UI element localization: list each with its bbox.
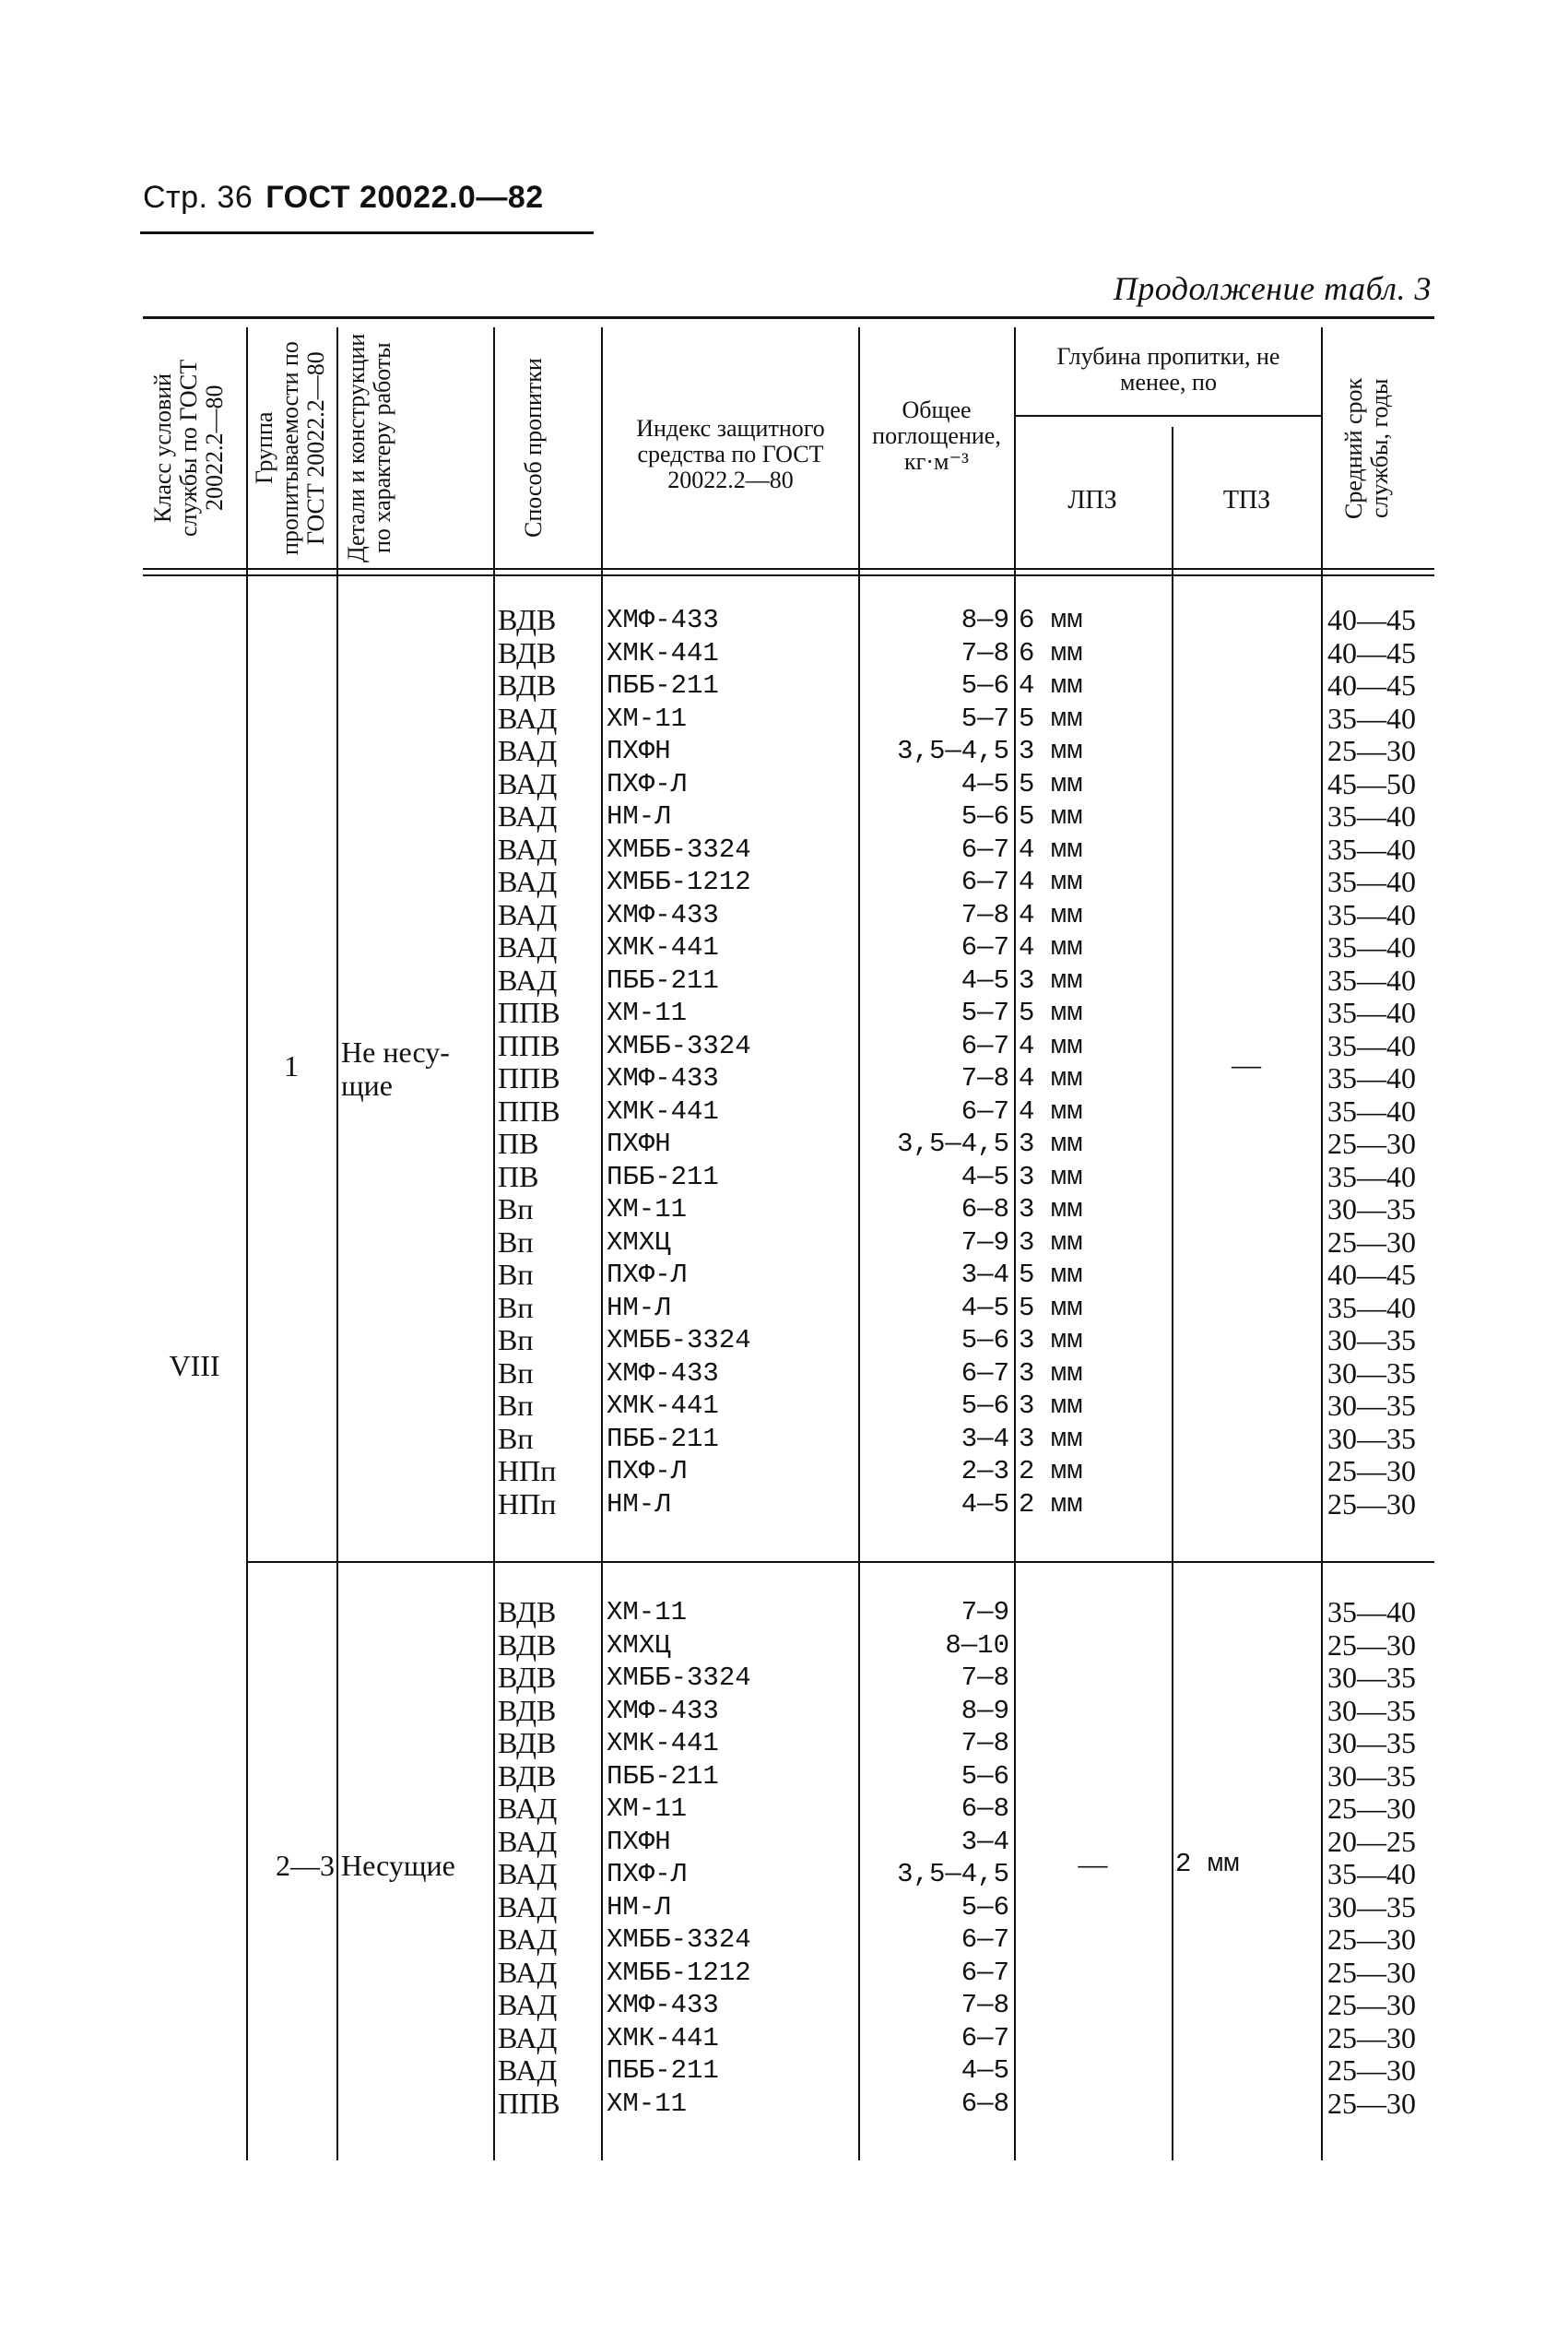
table-cell: 3 мм	[1019, 736, 1083, 766]
table-cell: ППВ	[498, 1061, 560, 1095]
table-top-rule	[143, 316, 1434, 319]
group-2-indexes	[607, 1596, 751, 2120]
table-cell: НМ-Л	[607, 801, 671, 832]
table-cell: ХМФ-433	[607, 1695, 719, 1726]
table-cell: 4—5	[961, 2055, 1009, 2086]
table-cell: 25—30	[1327, 2086, 1416, 2120]
group-2-methods	[498, 1596, 560, 2120]
table-cell: 25—30	[1327, 1127, 1416, 1160]
table-cell: 6—8	[961, 1194, 1009, 1225]
table-cell: ПХФН	[607, 1129, 671, 1159]
table-cell: 3—4	[961, 1260, 1009, 1290]
table-cell: 3 мм	[1019, 1226, 1083, 1258]
table-cell: ВДВ	[498, 1726, 557, 1759]
table-cell: ППВ	[498, 2086, 560, 2120]
table-cell: 4 мм	[1019, 1095, 1083, 1127]
table-cell: 5 мм	[1019, 801, 1083, 832]
table-cell: ПББ-211	[607, 964, 719, 996]
table-cell: 6—7	[961, 834, 1009, 865]
table-cell: 3 мм	[1019, 1325, 1083, 1355]
table-cell: 7—8	[961, 637, 1009, 669]
table-cell: 35—40	[1327, 1159, 1416, 1193]
table-cell: 25—30	[1327, 1923, 1416, 1956]
table-cell: 30—35	[1327, 1389, 1416, 1422]
table-cell: 4—5	[961, 1161, 1009, 1192]
table-cell: ППВ	[498, 1028, 560, 1062]
page-header	[143, 180, 544, 216]
group-2-value: 2—3	[276, 1849, 335, 1882]
table-cell: 4 мм	[1019, 670, 1083, 701]
table-cell: ХМББ-3324	[607, 1662, 751, 1693]
class-value: VIII	[169, 1349, 220, 1382]
table-cell: 4 мм	[1019, 867, 1083, 897]
table-cell: 40—45	[1327, 603, 1416, 636]
header-method: Способ пропитки	[520, 358, 547, 538]
table-cell: ВДВ	[498, 1661, 557, 1694]
group-1-lpz	[1019, 604, 1083, 1520]
table-cell: 6—8	[961, 1793, 1009, 1824]
table-cell: 25—30	[1327, 1486, 1416, 1520]
table-cell: 4 мм	[1019, 1063, 1083, 1094]
table-cell: 35—40	[1327, 1061, 1416, 1095]
table-cell: 6—7	[961, 932, 1009, 963]
table-cell: ППВ	[498, 1094, 560, 1128]
table-cell: Вп	[498, 1355, 534, 1390]
table-cell: 4 мм	[1019, 932, 1083, 963]
col-divider-7	[1172, 427, 1173, 2160]
table-cell: ХМББ-3324	[607, 1924, 751, 1955]
table-cell: ВДВ	[498, 1758, 557, 1793]
table-cell: ВАД	[498, 963, 558, 997]
table-cell: 35—40	[1327, 1857, 1416, 1890]
table-cell: 35—40	[1327, 1094, 1416, 1128]
table-cell: 7—9	[961, 1226, 1009, 1258]
table-cell: 40—45	[1327, 669, 1416, 702]
col-divider-4	[601, 327, 603, 2160]
header-depth: Глубина пропитки, не менее, по	[1056, 343, 1280, 396]
table-cell: ХМ-11	[607, 703, 688, 734]
table-cell: 5—6	[961, 1760, 1009, 1792]
table-cell: 4—5	[961, 1488, 1009, 1520]
table-cell: ПББ-211	[607, 670, 719, 701]
table-cell: Вп	[498, 1258, 534, 1291]
table-cell: ХМФ-433	[607, 899, 719, 930]
group-2-absorption	[862, 1596, 1009, 2120]
table-cell: ХМК-441	[607, 1095, 719, 1127]
table-cell: 3,5—4,5	[897, 1129, 1009, 1159]
table-cell: 3 мм	[1019, 1423, 1083, 1454]
table-cell: 30—35	[1327, 1323, 1416, 1356]
gost-number: ГОСТ 20022.0—82	[265, 180, 544, 215]
header-impregnability-group: Группа пропитываемости по ГОСТ 20022.2—80	[251, 341, 330, 555]
table-cell: ХМ-11	[607, 1194, 688, 1225]
table-cell: ХМХЦ	[607, 1226, 671, 1258]
table-cell: 40—45	[1327, 1258, 1416, 1291]
table-cell: ХМ-11	[607, 1793, 688, 1824]
table-cell: ВАД	[498, 897, 558, 931]
table-cell: НМ-Л	[607, 1488, 671, 1520]
table-cell: ВДВ	[498, 603, 557, 636]
group-2-tpz: 2 мм	[1175, 1849, 1240, 1879]
header-service-class: Класс условий службы по ГОСТ 20022.2—80	[149, 359, 229, 538]
table-cell: ПББ-211	[607, 1161, 719, 1192]
table-cell: 35—40	[1327, 963, 1416, 997]
table-cell: ВАД	[498, 1857, 558, 1890]
table-cell: 35—40	[1327, 799, 1416, 833]
table-cell: 35—40	[1327, 701, 1416, 735]
table-cell: 35—40	[1327, 930, 1416, 964]
table-cell: 8—10	[945, 1629, 1009, 1661]
table-cell: ХМББ-1212	[607, 1957, 751, 1988]
table-cell: 30—35	[1327, 1693, 1416, 1727]
table-cell: ХМББ-3324	[607, 1030, 751, 1061]
table-cell: ВАД	[498, 734, 558, 767]
page-number: Стр. 36	[143, 180, 253, 215]
group-1-value: 1	[284, 1049, 299, 1083]
table-cell: 25—30	[1327, 1225, 1416, 1259]
table-cell: ХМХЦ	[607, 1629, 671, 1661]
table-cell: ХМК-441	[607, 637, 719, 669]
table-cell: 7—8	[961, 1728, 1009, 1758]
table-cell: 6 мм	[1019, 637, 1083, 669]
table-cell: 30—35	[1327, 1421, 1416, 1455]
table-cell: ПББ-211	[607, 1423, 719, 1454]
table-cell: 30—35	[1327, 1889, 1416, 1923]
table-cell: ВАД	[498, 930, 558, 964]
table-cell: 25—30	[1327, 1988, 1416, 2021]
table-cell: 45—50	[1327, 766, 1416, 800]
table-cell: 4—5	[961, 964, 1009, 996]
table-cell: 3—4	[961, 1826, 1009, 1857]
table-cell: 30—35	[1327, 1758, 1416, 1793]
table-cell: ПХФ-Л	[607, 1260, 688, 1290]
table-cell: 5 мм	[1019, 768, 1083, 799]
table-cell: 6 мм	[1019, 605, 1083, 635]
table-cell: 6—7	[961, 1030, 1009, 1061]
table-cell: ПББ-211	[607, 2055, 719, 2086]
table-cell: 4 мм	[1019, 1030, 1083, 1061]
table-cell: 25—30	[1327, 1627, 1416, 1662]
table-cell: Вп	[498, 1389, 534, 1422]
table-cell: ВАД	[498, 1824, 558, 1858]
table-cell: ПХФ-Л	[607, 1859, 688, 1889]
table-cell: НМ-Л	[607, 1891, 671, 1923]
table-cell: ХМК-441	[607, 1728, 719, 1758]
table-cell: ХМФ-433	[607, 1990, 719, 2020]
table-cell: ПВ	[498, 1159, 539, 1193]
table-cell: 6—7	[961, 1924, 1009, 1955]
header-service-life: Средний срок службы, годы	[1340, 377, 1394, 519]
table-cell: 4 мм	[1019, 834, 1083, 865]
table-cell: ВАД	[498, 799, 558, 833]
table-cell: ВАД	[498, 2020, 558, 2054]
table-cell: ПХФН	[607, 1826, 671, 1857]
table-cell: 7—8	[961, 1662, 1009, 1693]
table-cell: ХМ-11	[607, 2088, 688, 2119]
group-1-methods	[498, 604, 560, 1520]
table-cell: ХМББ-1212	[607, 867, 751, 897]
header-tpz: ТПЗ	[1222, 486, 1271, 515]
table-cell: 6—7	[961, 1095, 1009, 1127]
table-cell: 30—35	[1327, 1661, 1416, 1694]
header-parts: Детали и конструкции по характеру работы	[343, 333, 396, 563]
col-divider-1	[246, 327, 248, 2160]
table-cell: 35—40	[1327, 832, 1416, 866]
table-cell: 5 мм	[1019, 998, 1083, 1028]
table-cell: Вп	[498, 1421, 534, 1455]
table-cell: 2 мм	[1019, 1488, 1083, 1520]
table-cell: 3 мм	[1019, 1161, 1083, 1192]
table-cell: 5—6	[961, 801, 1009, 832]
table-cell: 3 мм	[1019, 1357, 1083, 1389]
table-cell: ВДВ	[498, 669, 557, 702]
table-cell: ВАД	[498, 1792, 558, 1825]
table-cell: ХМК-441	[607, 1390, 719, 1421]
table-cell: 4—5	[961, 768, 1009, 799]
table-cell: ХМ-11	[607, 998, 688, 1028]
header-lpz: ЛПЗ	[1067, 486, 1117, 515]
table-cell: 3,5—4,5	[897, 736, 1009, 766]
depth-subheader-rule	[1014, 415, 1321, 417]
table-cell: 2—3	[961, 1456, 1009, 1486]
table-cell: 5 мм	[1019, 703, 1083, 734]
table-cell: 5—6	[961, 1325, 1009, 1355]
col-divider-3	[493, 327, 495, 2160]
col-divider-5	[858, 327, 860, 2160]
table-cell: Вп	[498, 1323, 534, 1356]
header-index: Индекс защитного средства по ГОСТ 20022.2—80	[636, 415, 825, 494]
table-cell: 25—30	[1327, 1955, 1416, 1989]
table-cell: ВАД	[498, 2053, 558, 2087]
table-cell: НМ-Л	[607, 1292, 671, 1323]
group-2-parts: Несущие	[341, 1849, 455, 1882]
table-continuation-label: Продолжение табл. 3	[1113, 270, 1432, 307]
table-cell: ВДВ	[498, 1627, 557, 1662]
group-2-life	[1327, 1596, 1416, 2120]
table-cell: 6—7	[961, 1957, 1009, 1988]
table-cell: 5 мм	[1019, 1260, 1083, 1290]
table-cell: ВДВ	[498, 1693, 557, 1727]
table-cell: 7—8	[961, 1990, 1009, 2020]
table-cell: Вп	[498, 1290, 534, 1324]
table-cell: ХМК-441	[607, 932, 719, 963]
table-cell: 3 мм	[1019, 1129, 1083, 1159]
table-cell: 30—35	[1327, 1726, 1416, 1759]
table-cell: 8—9	[961, 605, 1009, 635]
col-divider-8	[1321, 327, 1323, 2160]
table-cell: 3 мм	[1019, 1390, 1083, 1421]
table-cell: ПХФ-Л	[607, 768, 688, 799]
table-cell: ХМК-441	[607, 2022, 719, 2053]
table-cell: НПп	[498, 1454, 557, 1487]
table-cell: 6—7	[961, 867, 1009, 897]
table-cell: ПББ-211	[607, 1760, 719, 1792]
table-cell: 2 мм	[1019, 1456, 1083, 1486]
table-cell: 6—7	[961, 2022, 1009, 2053]
group-1-life	[1327, 604, 1416, 1520]
table-cell: Вп	[498, 1192, 534, 1225]
group-1-tpz: —	[1232, 1047, 1261, 1081]
table-cell: ВДВ	[498, 635, 557, 669]
table-cell: 35—40	[1327, 1595, 1416, 1628]
table-cell: 8—9	[961, 1695, 1009, 1726]
table-cell: 7—8	[961, 1063, 1009, 1094]
col-divider-2	[336, 327, 338, 2160]
table-cell: ВАД	[498, 701, 558, 735]
table-cell: 6—7	[961, 1357, 1009, 1389]
table-cell: ВАД	[498, 1889, 558, 1923]
table-cell: 4—5	[961, 1292, 1009, 1323]
table-cell: 4 мм	[1019, 899, 1083, 930]
group-separator-rule	[246, 1561, 1434, 1563]
header-absorption: Общее поглощение, кг·м⁻³	[872, 396, 1001, 476]
table-cell: 25—30	[1327, 2020, 1416, 2054]
header-rule	[140, 231, 594, 234]
group-1-parts: Не несу- щие	[341, 1035, 450, 1102]
table-cell: 3—4	[961, 1423, 1009, 1454]
table-cell: 30—35	[1327, 1192, 1416, 1225]
table-cell: ПВ	[498, 1127, 539, 1160]
table-cell: ХМФ-433	[607, 1357, 719, 1389]
group-2-lpz: —	[1078, 1847, 1108, 1880]
table-cell: 3 мм	[1019, 1194, 1083, 1225]
table-cell: 25—30	[1327, 1454, 1416, 1487]
table-cell: 25—30	[1327, 1792, 1416, 1825]
table-cell: 3 мм	[1019, 964, 1083, 996]
table-cell: ХМФ-433	[607, 1063, 719, 1094]
table-cell: 5—7	[961, 703, 1009, 734]
table-cell: Вп	[498, 1225, 534, 1259]
table-cell: 35—40	[1327, 865, 1416, 898]
group-1-indexes	[607, 604, 751, 1520]
table-cell: 7—8	[961, 899, 1009, 930]
table-cell: 35—40	[1327, 1290, 1416, 1324]
table-cell: ХМ-11	[607, 1597, 688, 1627]
table-cell: ППВ	[498, 996, 560, 1029]
table-cell: 5 мм	[1019, 1292, 1083, 1323]
table-cell: ПХФН	[607, 736, 671, 766]
table-cell: 5—7	[961, 998, 1009, 1028]
table-cell: ВДВ	[498, 1595, 557, 1628]
table-cell: ХМФ-433	[607, 605, 719, 635]
table-cell: 25—30	[1327, 734, 1416, 767]
table-cell: 6—8	[961, 2088, 1009, 2119]
table-cell: 30—35	[1327, 1355, 1416, 1390]
table-cell: 7—9	[961, 1597, 1009, 1627]
table-cell: 3,5—4,5	[897, 1859, 1009, 1889]
table-cell: НПп	[498, 1486, 557, 1520]
table-cell: ВАД	[498, 1955, 558, 1989]
table-cell: 40—45	[1327, 635, 1416, 669]
table-cell: ВАД	[498, 832, 558, 866]
table-cell: 5—6	[961, 1390, 1009, 1421]
col-divider-6	[1014, 327, 1016, 2160]
table-cell: 35—40	[1327, 996, 1416, 1029]
table-cell: 35—40	[1327, 897, 1416, 931]
table-cell: ХМББ-3324	[607, 1325, 751, 1355]
table-cell: 35—40	[1327, 1028, 1416, 1062]
table-cell: 20—25	[1327, 1824, 1416, 1858]
table-cell: ВАД	[498, 1923, 558, 1956]
group-1-absorption	[862, 604, 1009, 1520]
table-cell: ВАД	[498, 865, 558, 898]
table-cell: 5—6	[961, 1891, 1009, 1923]
table-cell: ВАД	[498, 1988, 558, 2021]
impregnation-table	[143, 316, 1434, 2160]
table-cell: ХМББ-3324	[607, 834, 751, 865]
table-cell: 5—6	[961, 670, 1009, 701]
table-cell: ПХФ-Л	[607, 1456, 688, 1486]
table-cell: ВАД	[498, 766, 558, 800]
table-cell: 25—30	[1327, 2053, 1416, 2087]
